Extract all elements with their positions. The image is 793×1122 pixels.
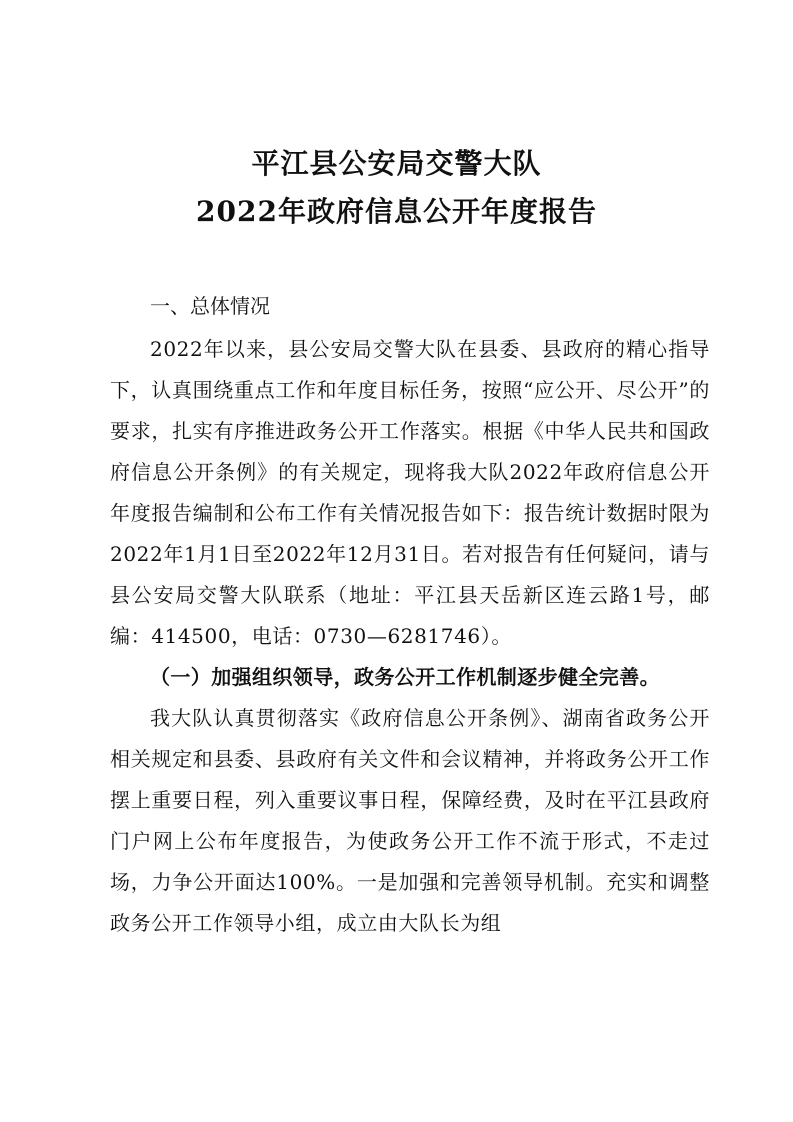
document-title (0, 140, 793, 236)
document-body (110, 286, 710, 944)
overview-paragraph: 2022年以来，县公安局交警大队在县委、县政府的精心指导下，认真围绕重点工作和年度目标任务，按照“应公开、尽公开”的要求，扎实有序推进政务公开工作落实。根据《中华人民共和国政府信息公开条例》的有关规定，现将我大队2022年政府信息公开年度报告编制和公布工作有关情况报告如下：报告统计数据时限为2022年1月1日至2022年12月31日。若对报告有任何疑问，请与县公安局交警大队联系（地址：平江县天岳新区连云路1号，邮编：414500，电话：0730—6281746）。 (110, 337, 710, 648)
organization-paragraph: 我大队认真贯彻落实《政府信息公开条例》、湖南省政务公开相关规定和县委、县政府有关文件和会议精神，并将政务公开工作摆上重要日程，列入重要议事日程，保障经费，及时在平江县政府门户网上公布年度报告，为使政务公开工作不流于形式，不走过场，力争公开面达100%。一是加强和完善领导机制。充实和调整政务公开工作领导小组，成立由大队长为组 (110, 706, 710, 935)
title-line-2: 2022年政府信息公开年度报告 (196, 195, 597, 228)
title-line-1: 平江县公安局交警大队 (251, 147, 542, 180)
section-heading-overview: 一、总体情况 (150, 294, 270, 318)
subsection-heading-organization: （一）加强组织领导，政务公开工作机制逐步健全完善。 (150, 665, 660, 689)
